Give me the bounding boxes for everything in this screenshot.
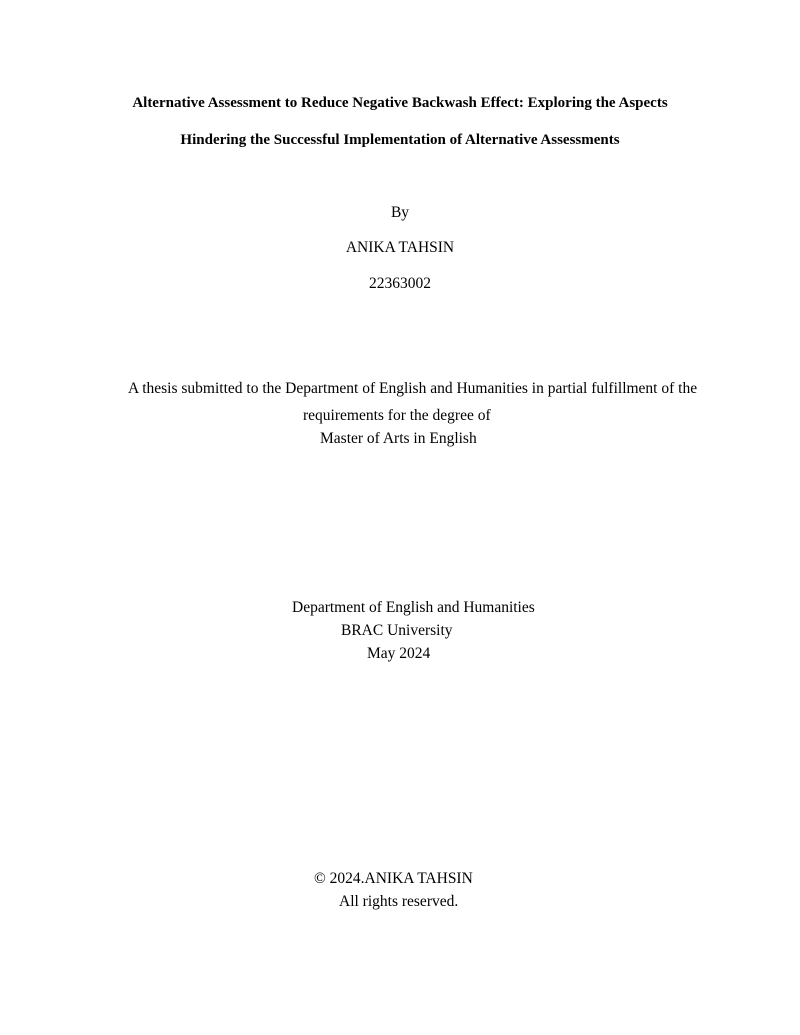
rights-reserved: All rights reserved.: [339, 893, 459, 910]
by-label: By: [390, 204, 410, 221]
copyright-notice: © 2024.ANIKA TAHSIN: [314, 870, 473, 887]
submission-statement-line-2: requirements for the degree of: [303, 407, 491, 424]
submission-date: May 2024: [367, 645, 431, 662]
university-name: BRAC University: [341, 622, 453, 639]
author-name: ANIKA TAHSIN: [345, 239, 455, 256]
thesis-title-line-2: Hindering the Successful Implementation of Alternative Assessments: [180, 132, 620, 148]
submission-statement-line-1: A thesis submitted to the Department of English and Humanities in partial fulfillment of the: [128, 380, 698, 397]
thesis-title-line-1: Alternative Assessment to Reduce Negative Backwash Effect: Exploring the Aspects: [132, 95, 668, 111]
department-name: Department of English and Humanities: [292, 599, 535, 616]
student-id: 22363002: [369, 275, 431, 292]
degree-name: Master of Arts in English: [320, 430, 477, 447]
